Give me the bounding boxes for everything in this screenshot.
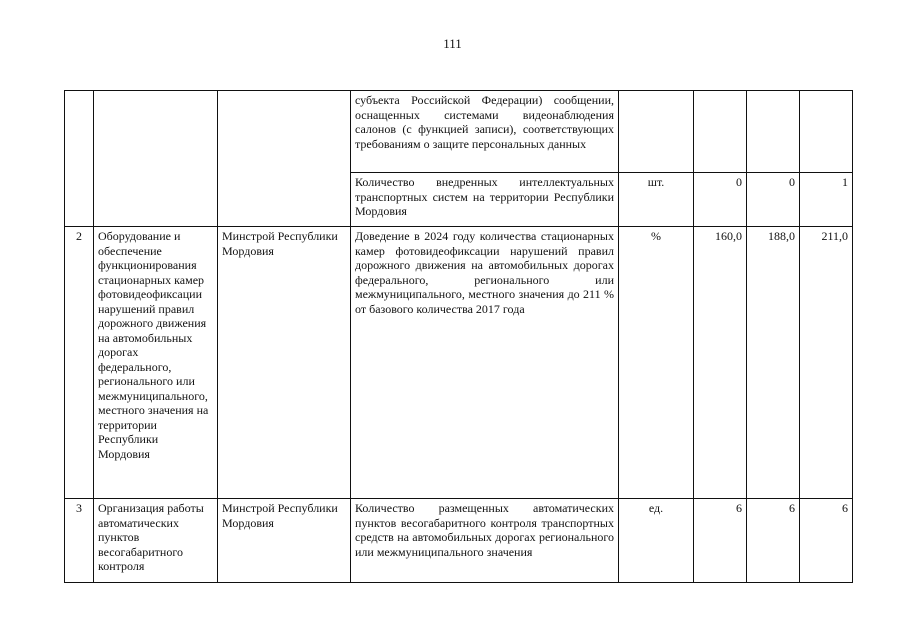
value-cell-2: 188,0: [747, 227, 800, 499]
indicator-cell: Количество внедренных интеллектуальных транспортных систем на территории Республики Мордовия: [351, 173, 619, 227]
indicator-cell: Доведение в 2024 году количества стационарных камер фотовидеофиксации нарушений правил дорожного движения на автомобильных дорогах федерального, регионального или межмуниципального, местного значения до 211 % от базового количества 2017 года: [351, 227, 619, 499]
row-number-cell: 2: [65, 227, 94, 499]
table-row: [65, 227, 853, 499]
unit-cell: %: [619, 227, 694, 499]
value-cell-1: 0: [694, 173, 747, 227]
executor-cell: Минстрой Республики Мордовия: [218, 499, 351, 583]
table-row: [65, 91, 853, 173]
executor-cell: Минстрой Республики Мордовия: [218, 227, 351, 499]
value-cell-2: 0: [747, 173, 800, 227]
unit-cell: [619, 91, 694, 173]
value-cell-1: [694, 91, 747, 173]
activity-name-cell: Организация работы автоматических пунктов весогабаритного контроля: [94, 499, 218, 583]
value-cell-2: [747, 91, 800, 173]
activity-name-cell: [94, 91, 218, 227]
unit-cell: шт.: [619, 173, 694, 227]
unit-cell: ед.: [619, 499, 694, 583]
value-cell-1: 6: [694, 499, 747, 583]
indicator-cell: Количество размещенных автоматических пунктов весогабаритного контроля транспортных средств на автомобильных дорогах регионального или межмуниципального значения: [351, 499, 619, 583]
page-number: 111: [443, 36, 462, 51]
program-table: [64, 90, 853, 583]
activity-name-cell: Оборудование и обеспечение функционирования стационарных камер фотовидеофиксации нарушений правил дорожного движения на автомобильных дорогах федерального, регионального или межмуниципального, местного значения на территории Республики Мордовия: [94, 227, 218, 499]
value-cell-3: 211,0: [800, 227, 853, 499]
executor-cell: [218, 91, 351, 227]
row-number-cell: [65, 91, 94, 227]
row-number-cell: 3: [65, 499, 94, 583]
value-cell-1: 160,0: [694, 227, 747, 499]
value-cell-2: 6: [747, 499, 800, 583]
value-cell-3: [800, 91, 853, 173]
indicator-cell: субъекта Российской Федерации) сообщении, оснащенных системами видеонаблюдения салонов (с функцией записи), соответствующих требованиям о защите персональных данных: [351, 91, 619, 173]
value-cell-3: 1: [800, 173, 853, 227]
table-row: [65, 499, 853, 583]
value-cell-3: 6: [800, 499, 853, 583]
